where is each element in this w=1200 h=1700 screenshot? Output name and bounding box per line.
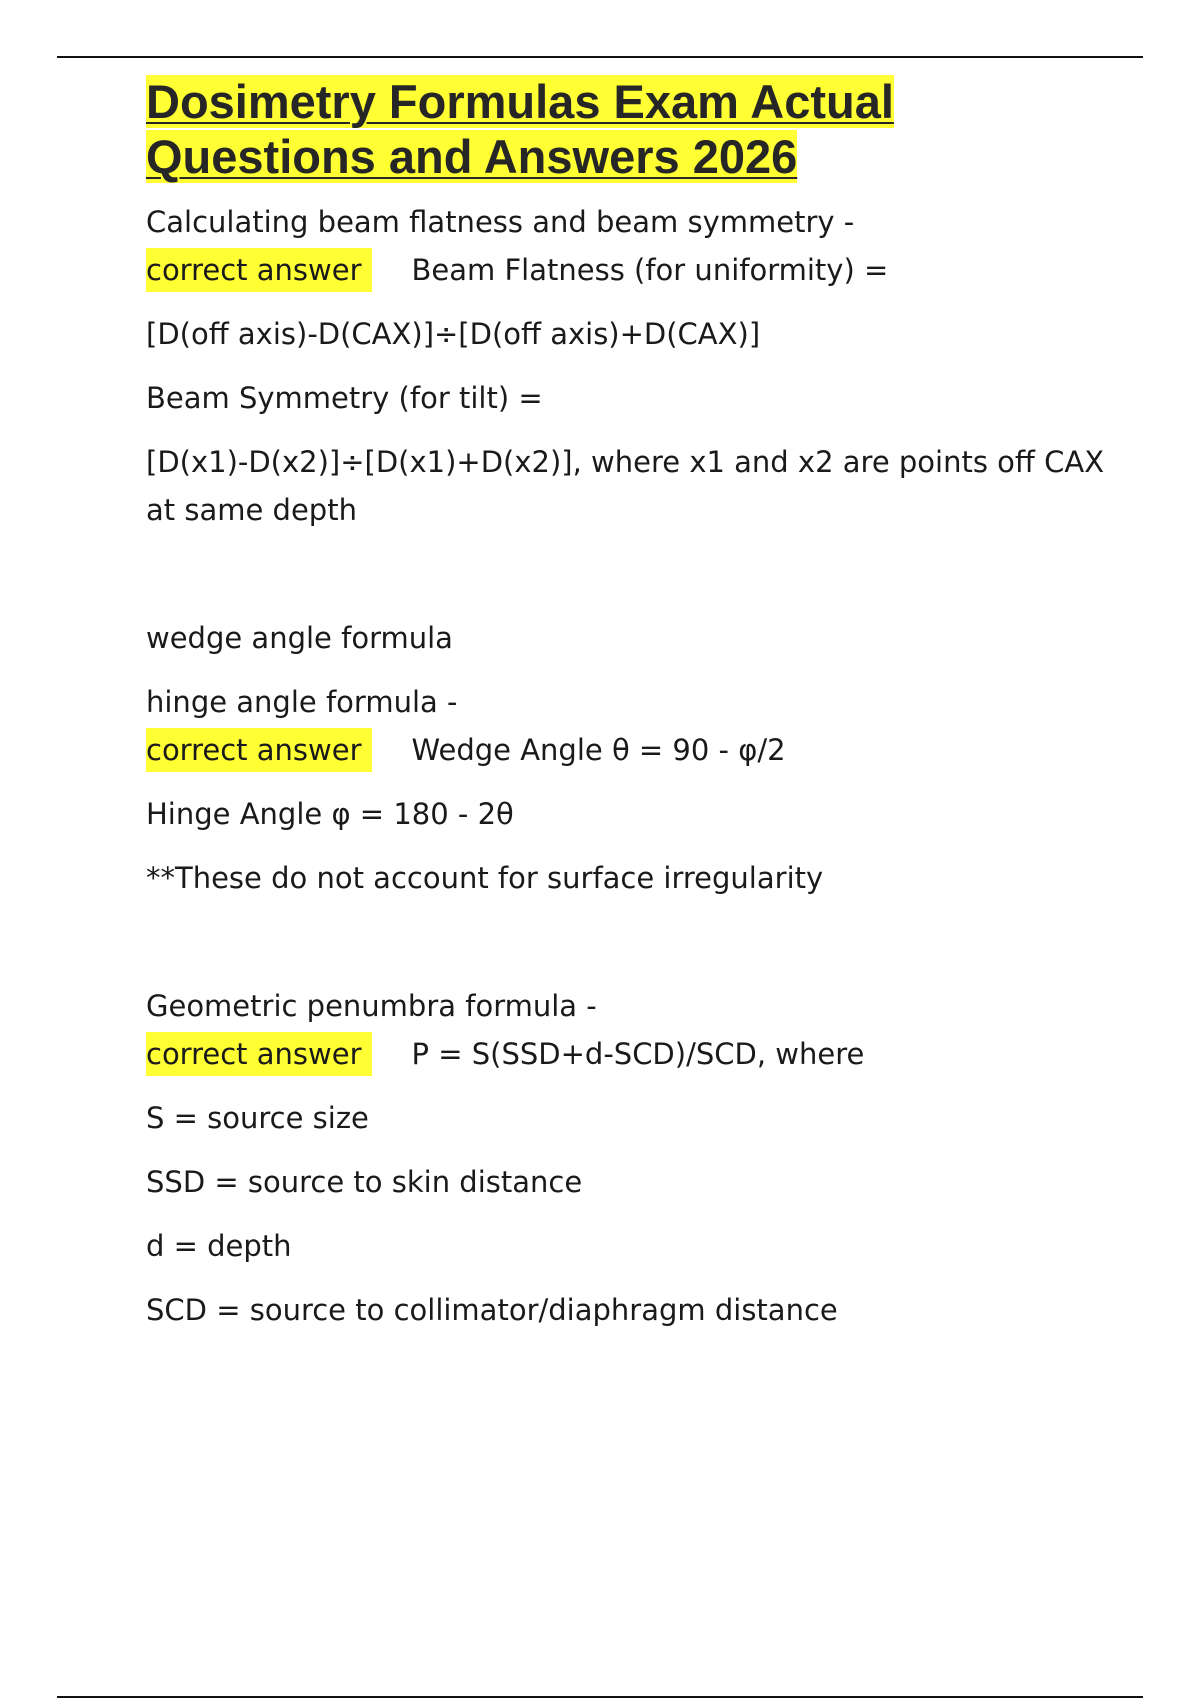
section-spacer — [146, 550, 1106, 614]
qa-section-wedge-hinge — [146, 614, 1106, 902]
title-text: Dosimetry Formulas Exam Actual Questions and Answers 2026 — [146, 75, 894, 183]
answer-first-line: Beam Flatness (for uniformity) = — [411, 253, 889, 287]
correct-answer-badge: correct answer — [146, 248, 372, 292]
answer-line — [146, 246, 1106, 294]
answer-line — [146, 1030, 1106, 1078]
answer-first-line: Wedge Angle θ = 90 - φ/2 — [411, 733, 786, 767]
question-text: Geometric penumbra formula - — [146, 989, 597, 1023]
bottom-rule — [57, 1696, 1143, 1698]
answer-line: **These do not account for surface irregularity — [146, 861, 824, 895]
question-text: hinge angle formula - — [146, 685, 458, 719]
correct-answer-badge: correct answer — [146, 1032, 372, 1076]
answer-line: [D(off axis)-D(CAX)]÷[D(off axis)+D(CAX)] — [146, 317, 761, 351]
document-title — [146, 74, 1106, 184]
document-body — [146, 74, 1114, 1350]
question-text: wedge angle formula — [146, 621, 453, 655]
answer-line: Hinge Angle φ = 180 - 2θ — [146, 797, 514, 831]
qa-section-penumbra — [146, 982, 1106, 1334]
section-spacer — [146, 918, 1106, 982]
top-rule — [57, 56, 1143, 58]
answer-line: SSD = source to skin distance — [146, 1165, 583, 1199]
answer-first-line: P = S(SSD+d-SCD)/SCD, where — [411, 1037, 865, 1071]
qa-section-beam-flatness — [146, 198, 1114, 534]
question-text: Calculating beam flatness and beam symmetry - — [146, 205, 855, 239]
answer-line: SCD = source to collimator/diaphragm distance — [146, 1293, 838, 1327]
correct-answer-badge: correct answer — [146, 728, 372, 772]
answer-line: [D(x1)-D(x2)]÷[D(x1)+D(x2)], where x1 and x2 are points off CAX at same depth — [146, 445, 1114, 527]
answer-line: S = source size — [146, 1101, 369, 1135]
answer-line: Beam Symmetry (for tilt) = — [146, 381, 543, 415]
answer-line: d = depth — [146, 1229, 292, 1263]
answer-line — [146, 726, 1106, 774]
